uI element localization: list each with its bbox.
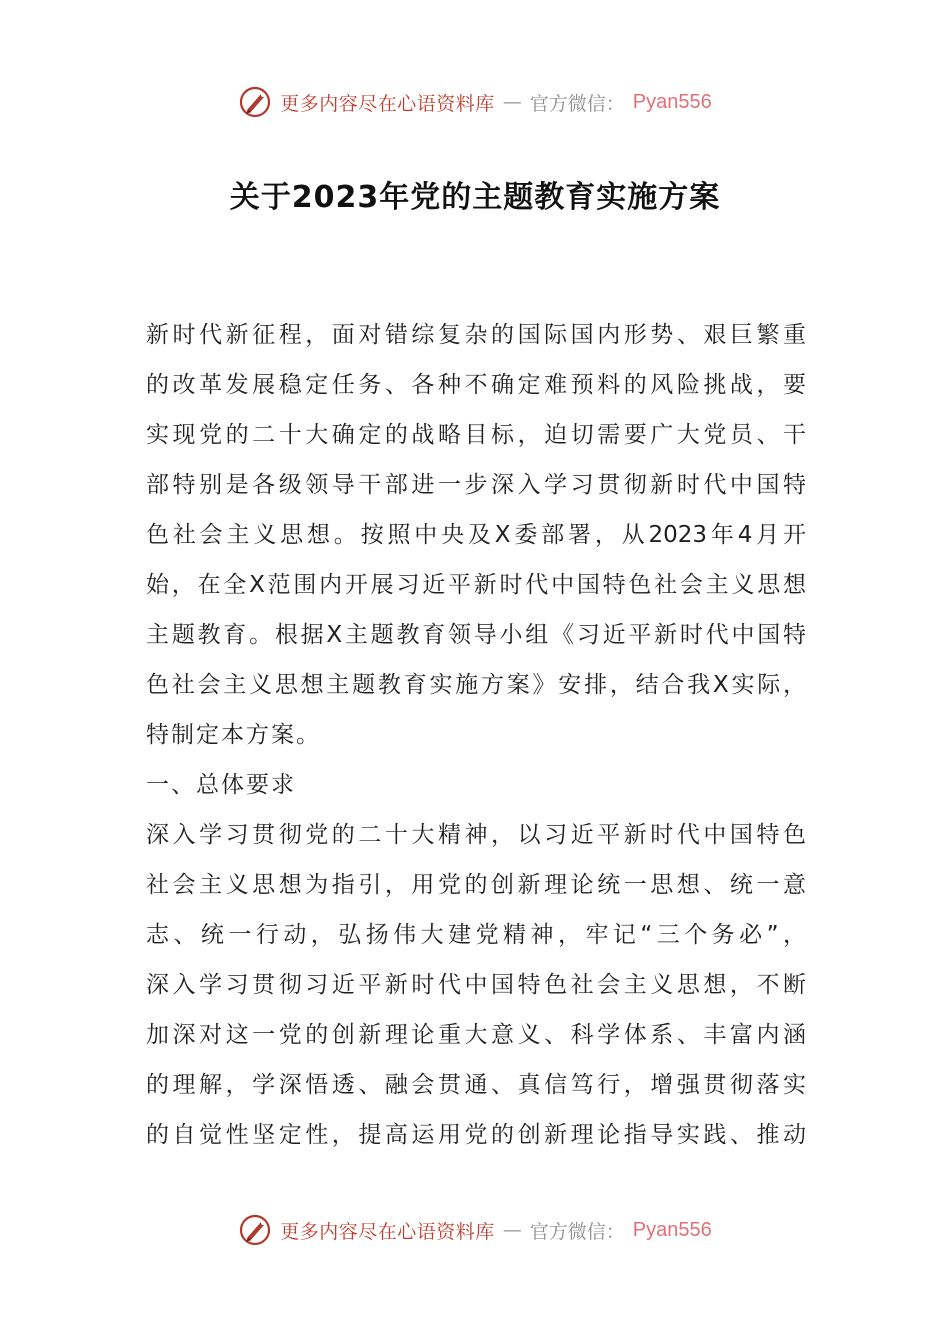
- body-line: 主题教育。根据X主题教育领导小组《习近平新时代中国特: [146, 622, 806, 648]
- pen-circle-logo-icon: [238, 85, 272, 119]
- watermark-text: 更多内容尽在心语资料库: [280, 92, 495, 115]
- document-body: [146, 310, 806, 1160]
- body-line: 志、统一行动，弘扬伟大建党精神，牢记“三个务必”，: [146, 922, 806, 948]
- watermark-official-label: 官方微信：: [529, 1220, 625, 1243]
- watermark-separator: —: [502, 91, 522, 113]
- body-line: 部特别是各级领导干部进一步深入学习贯彻新时代中国特: [146, 472, 806, 498]
- body-line: 色社会主义思想主题教育实施方案》安排，结合我X实际，: [146, 672, 806, 698]
- body-line: 的理解，学深悟透、融会贯通、真信笃行，增强贯彻落实: [146, 1072, 806, 1098]
- watermark-separator: —: [502, 1219, 522, 1241]
- body-line: 新时代新征程，面对错综复杂的国际国内形势、艰巨繁重: [146, 322, 806, 348]
- body-line: 加深对这一党的创新理论重大意义、科学体系、丰富内涵: [146, 1022, 806, 1048]
- page-title: 关于2023年党的主题教育实施方案: [229, 180, 721, 215]
- body-line: 始，在全X范围内开展习近平新时代中国特色社会主义思想: [146, 572, 806, 598]
- body-line: 深入学习贯彻习近平新时代中国特色社会主义思想，不断: [146, 972, 806, 998]
- body-line: 实现党的二十大确定的战略目标，迫切需要广大党员、干: [146, 422, 806, 448]
- watermark-official-label: 官方微信：: [529, 92, 625, 115]
- watermark-text: 更多内容尽在心语资料库: [280, 1220, 495, 1243]
- body-line: 特制定本方案。: [146, 722, 321, 748]
- body-line: 社会主义思想为指引，用党的创新理论统一思想、统一意: [146, 872, 806, 898]
- footer-watermark: [0, 1210, 950, 1250]
- header-watermark: [0, 82, 950, 122]
- body-line: 色社会主义思想。按照中央及X委部署，从2023年4月开: [146, 522, 806, 548]
- watermark-wechat-id: Pyan556: [632, 90, 712, 113]
- section-heading: 一、总体要求: [146, 772, 296, 798]
- pen-circle-logo-icon: [238, 1213, 272, 1247]
- body-line: 的改革发展稳定任务、各种不确定难预料的风险挑战，要: [146, 372, 806, 398]
- body-line: 的自觉性坚定性，提高运用党的创新理论指导实践、推动: [146, 1122, 806, 1148]
- watermark-wechat-id: Pyan556: [632, 1218, 712, 1241]
- body-line: 深入学习贯彻党的二十大精神，以习近平新时代中国特色: [146, 822, 806, 848]
